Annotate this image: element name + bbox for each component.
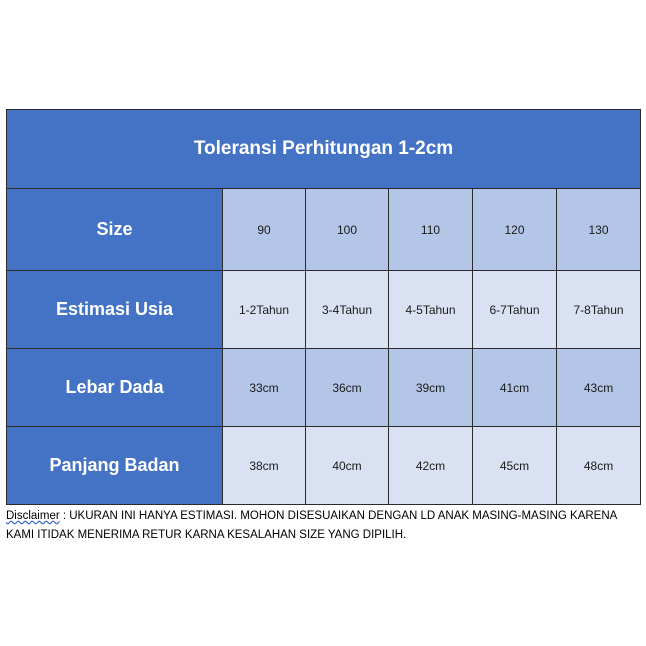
length-cell: 42cm <box>389 427 473 505</box>
chest-cell: 41cm <box>473 349 557 427</box>
chest-cell: 33cm <box>223 349 306 427</box>
length-cell: 38cm <box>223 427 306 505</box>
disclaimer-text: : UKURAN INI HANYA ESTIMASI. MOHON DISESUAIKAN DENGAN LD ANAK MASING-MASING KARENA KAMI ITIDAK MENERIMA RETUR KARNA KESALAHAN SIZE YANG DIPILIH. <box>6 510 617 541</box>
size-cell: 90 <box>223 189 306 271</box>
length-cell: 40cm <box>306 427 389 505</box>
row-label-estimasi-usia: Estimasi Usia <box>7 271 223 349</box>
size-cell: 120 <box>473 189 557 271</box>
age-cell: 6-7Tahun <box>473 271 557 349</box>
length-cell: 48cm <box>557 427 641 505</box>
disclaimer-note <box>6 507 640 545</box>
row-label-lebar-dada: Lebar Dada <box>7 349 223 427</box>
size-chart-table <box>6 109 641 505</box>
age-cell: 3-4Tahun <box>306 271 389 349</box>
chest-cell: 43cm <box>557 349 641 427</box>
age-cell: 4-5Tahun <box>389 271 473 349</box>
table-row-lebar-dada <box>7 349 641 427</box>
size-cell: 130 <box>557 189 641 271</box>
row-label-panjang-badan: Panjang Badan <box>7 427 223 505</box>
title-row <box>7 110 641 189</box>
table-row-panjang-badan <box>7 427 641 505</box>
size-cell: 100 <box>306 189 389 271</box>
chest-cell: 39cm <box>389 349 473 427</box>
age-cell: 7-8Tahun <box>557 271 641 349</box>
table-row-estimasi-usia <box>7 271 641 349</box>
row-label-size: Size <box>7 189 223 271</box>
chest-cell: 36cm <box>306 349 389 427</box>
size-cell: 110 <box>389 189 473 271</box>
table-title: Toleransi Perhitungan 1-2cm <box>7 110 641 189</box>
disclaimer-label: Disclaimer <box>6 510 60 522</box>
length-cell: 45cm <box>473 427 557 505</box>
age-cell: 1-2Tahun <box>223 271 306 349</box>
table-row-size <box>7 189 641 271</box>
